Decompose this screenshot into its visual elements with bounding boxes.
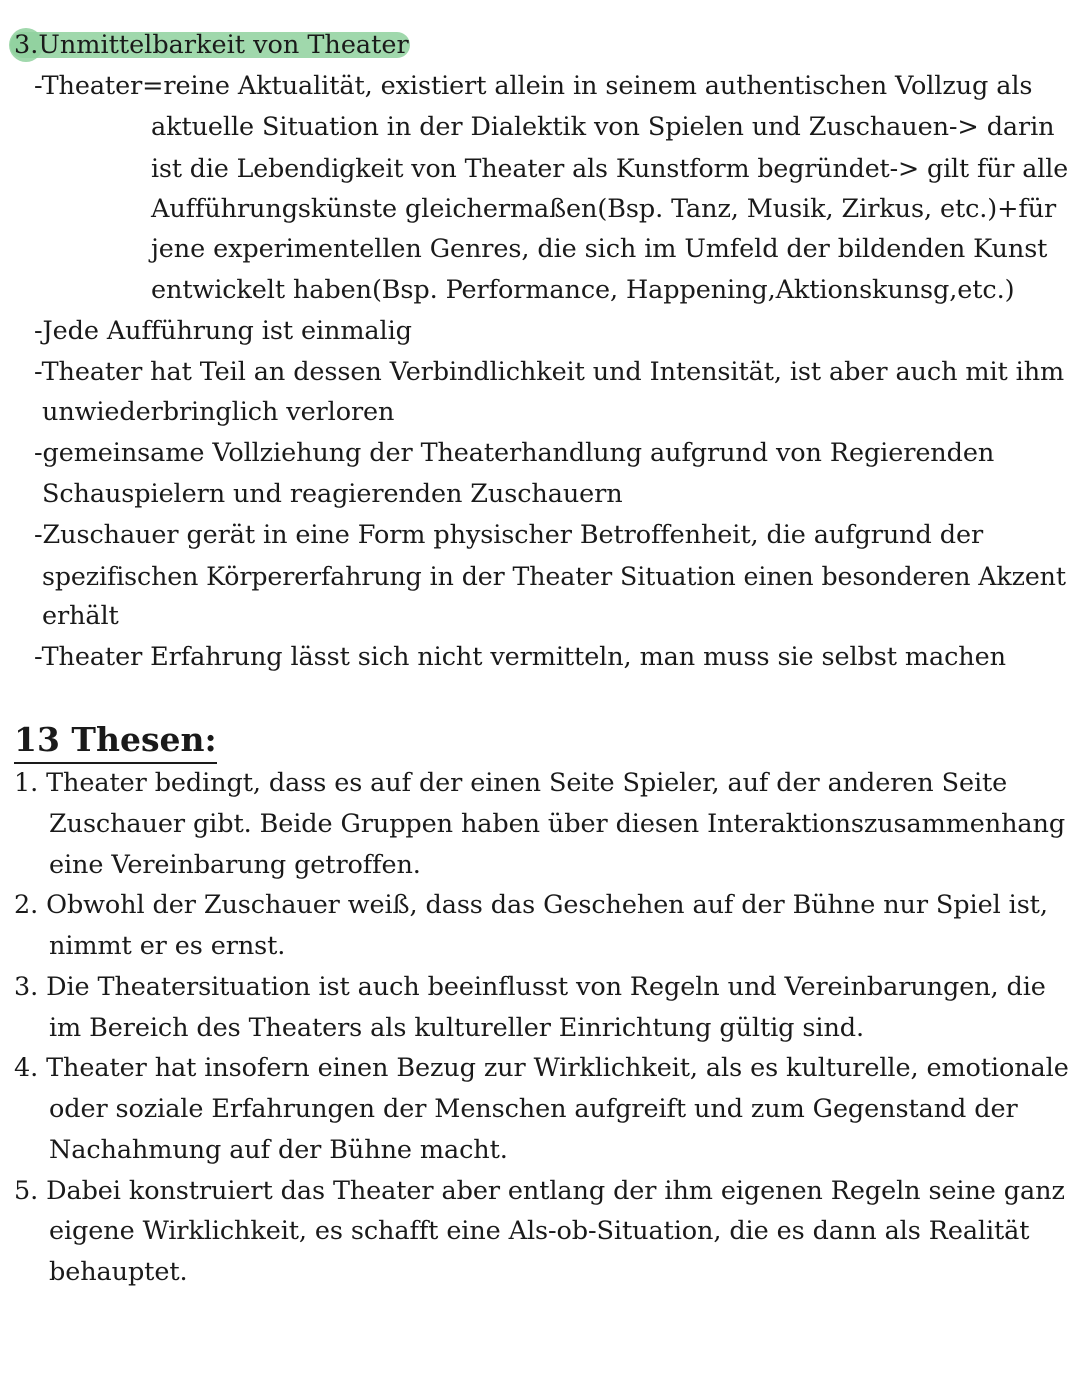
section-number: 3.: [14, 30, 39, 60]
text-line: ist die Lebendigkeit von Theater als Kunstform begründet-> gilt für alle: [151, 154, 1069, 183]
text-line: -Theater Erfahrung lässt sich nicht vermitteln, man muss sie selbst machen: [34, 642, 1006, 672]
thesis-line: 3. Die Theatersituation ist auch beeinflusst von Regeln und Vereinbarungen, die: [14, 972, 1046, 1002]
thesis-line: 1. Theater bedingt, dass es auf der einen Seite Spieler, auf der anderen Seite: [14, 768, 1008, 798]
text-line: entwickelt haben(Bsp. Performance, Happening,Aktionskunsg,etc.): [151, 275, 1015, 305]
thesis-line: 4. Theater hat insofern einen Bezug zur Wirklichkeit, als es kulturelle, emotionale: [14, 1053, 1069, 1083]
section-title: Unmittelbarkeit von Theater: [38, 30, 409, 60]
text-line: -Zuschauer gerät in eine Form physischer Betroffenheit, die aufgrund der: [34, 520, 984, 550]
text-line: -Jede Aufführung ist einmalig: [34, 316, 412, 346]
thesis-line: behauptet.: [49, 1257, 188, 1287]
text-line: Schauspielern und reagierenden Zuschauern: [42, 479, 623, 509]
thesis-line: 2. Obwohl der Zuschauer weiß, dass das Geschehen auf der Bühne nur Spiel ist,: [14, 890, 1048, 920]
text-line: erhält: [42, 601, 119, 631]
text-line: spezifischen Körpererfahrung in der Theater Situation einen besonderen Akzent: [42, 562, 1066, 591]
thesis-line: oder soziale Erfahrungen der Menschen aufgreift und zum Gegenstand der: [49, 1094, 1018, 1124]
text-line: -gemeinsame Vollziehung der Theaterhandlung aufgrund von Regierenden: [34, 438, 995, 468]
thesis-line: nimmt er es ernst.: [49, 931, 286, 961]
text-line: Aufführungskünste gleichermaßen(Bsp. Tanz, Musik, Zirkus, etc.)+für: [151, 194, 1057, 224]
thesis-line: eine Vereinbarung getroffen.: [49, 850, 421, 880]
text-line: unwiederbringlich verloren: [42, 397, 395, 427]
thesis-line: eigene Wirklichkeit, es schafft eine Als-ob-Situation, die es dann als Realität: [49, 1216, 1030, 1246]
thesis-line: Zuschauer gibt. Beide Gruppen haben über diesen Interaktionszusammenhang: [49, 809, 1066, 839]
text-line: jene experimentellen Genres, die sich im Umfeld der bildenden Kunst: [151, 234, 1048, 264]
text-line: -Theater=reine Aktualität, existiert allein in seinem authentischen Vollzug als: [34, 71, 1033, 101]
thesis-line: im Bereich des Theaters als kultureller Einrichtung gültig sind.: [49, 1013, 864, 1043]
thesen-heading: 13 Thesen:: [14, 718, 217, 764]
section-heading: [10, 25, 409, 66]
text-line: aktuelle Situation in der Dialektik von Spielen und Zuschauen-> darin: [151, 112, 1055, 142]
text-line: -Theater hat Teil an dessen Verbindlichkeit und Intensität, ist aber auch mit ihm: [34, 357, 1065, 387]
thesis-line: 5. Dabei konstruiert das Theater aber entlang der ihm eigenen Regeln seine ganz: [14, 1176, 1065, 1206]
thesis-line: Nachahmung auf der Bühne macht.: [49, 1135, 508, 1165]
